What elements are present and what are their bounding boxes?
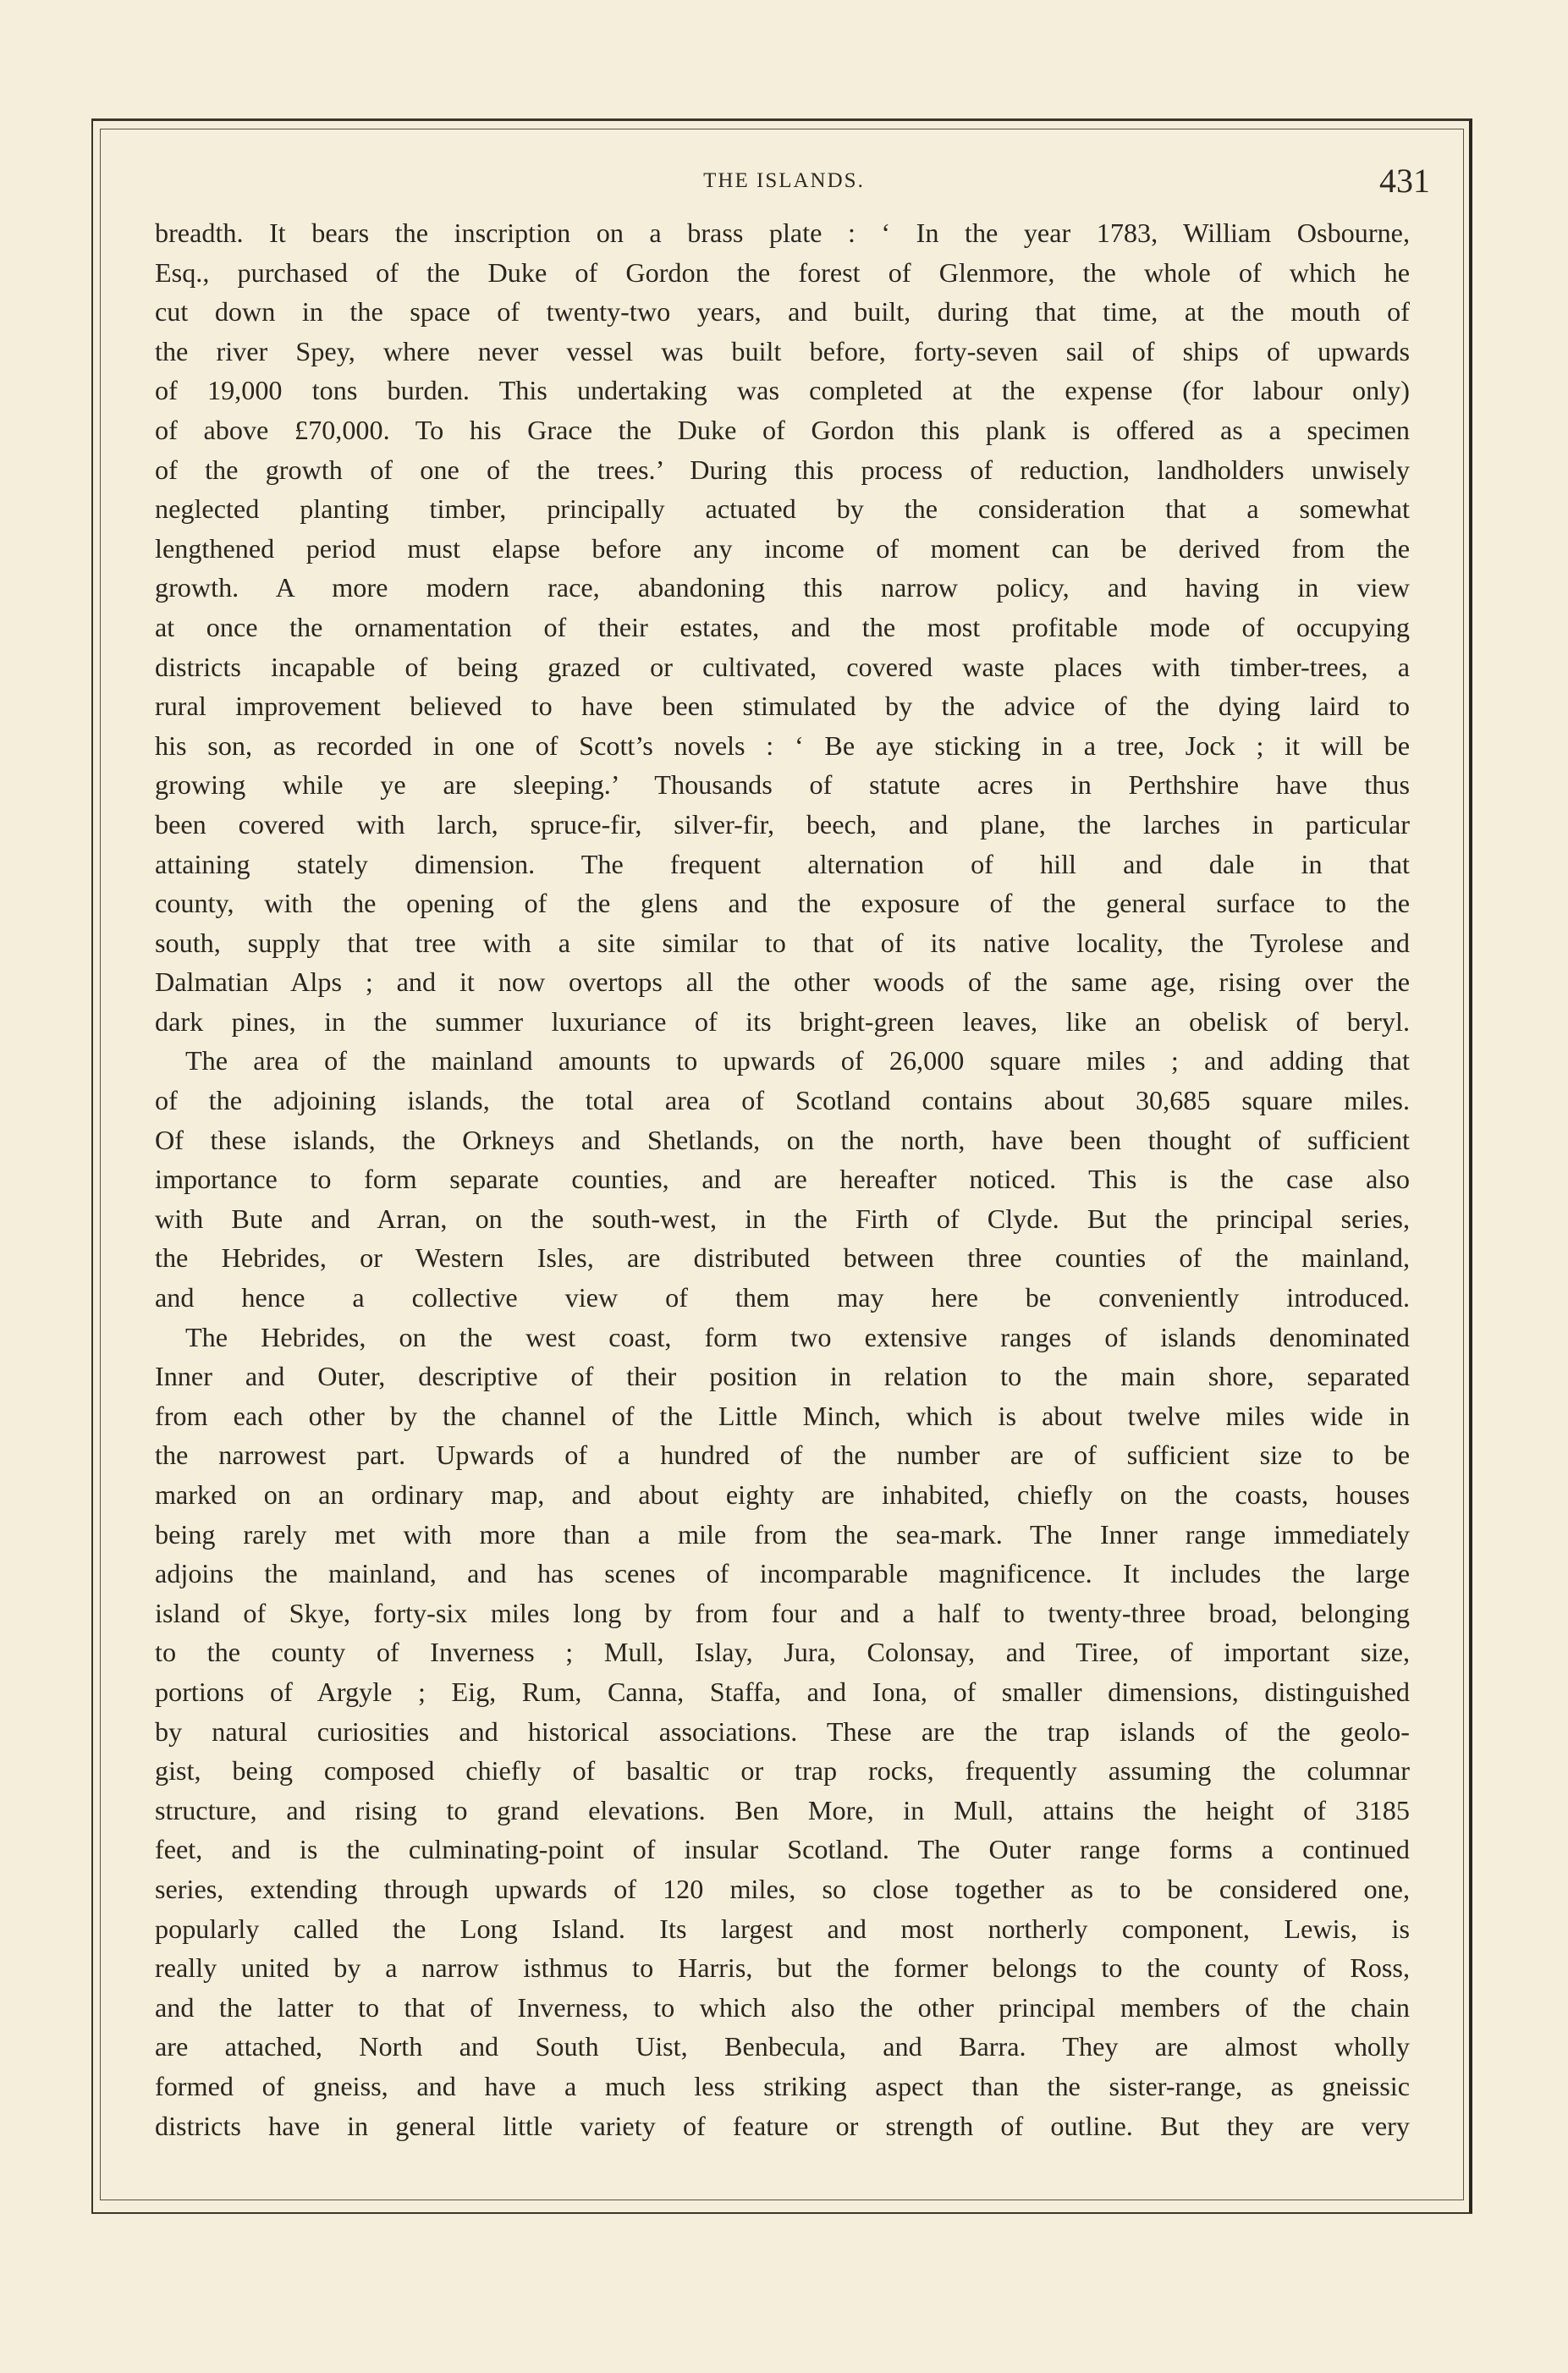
- text-line: attaining stately dimension. The frequent alternation of hill and dale in that: [155, 848, 1410, 879]
- text-line: from each other by the channel of the Little Minch, which is about twelve miles wide in: [155, 1400, 1410, 1431]
- text-line: series, extending through upwards of 120 miles, so close together as to be considered one,: [155, 1873, 1410, 1904]
- text-line: districts incapable of being grazed or cultivated, covered waste places with timber-trees, a: [155, 651, 1410, 682]
- text-line: importance to form separate counties, and are hereafter noticed. This is the case also: [155, 1164, 1410, 1195]
- text-line: formed of gneiss, and have a much less striking aspect than the sister-range, as gneissic: [155, 2070, 1410, 2101]
- text-line: Dalmatian Alps ; and it now overtops all the other woods of the same age, rising over the: [155, 966, 1410, 998]
- text-line: feet, and is the culminating-point of insular Scotland. The Outer range forms a continued: [155, 1834, 1410, 1865]
- text-line: the Hebrides, or Western Isles, are distributed between three counties of the mainland,: [155, 1242, 1410, 1274]
- text-line: growing while ye are sleeping.’ Thousands of statute acres in Perthshire have thus: [155, 769, 1410, 801]
- text-line: gist, being composed chiefly of basaltic or trap rocks, frequently assuming the columnar: [155, 1755, 1410, 1787]
- text-line: of the growth of one of the trees.’ During this process of reduction, landholders unwisely: [155, 454, 1410, 485]
- text-line: structure, and rising to grand elevations. Ben More, in Mull, attains the height of 3185: [155, 1794, 1410, 1825]
- text-line: of above £70,000. To his Grace the Duke of Gordon this plank is offered as a specimen: [155, 414, 1410, 445]
- text-line: at once the ornamentation of their estates, and the most profitable mode of occupying: [155, 611, 1410, 642]
- text-line: adjoins the mainland, and has scenes of incomparable magnificence. It includes the large: [155, 1558, 1410, 1589]
- text-line: dark pines, in the summer luxuriance of its bright-green leaves, like an obelisk of beryl.: [155, 1005, 1410, 1037]
- text-line: The Hebrides, on the west coast, form two extensive ranges of islands denominated: [185, 1321, 1410, 1352]
- text-line: the river Spey, where never vessel was built before, forty-seven sail of ships of upwards: [155, 335, 1410, 366]
- text-line: by natural curiosities and historical associations. These are the trap islands of the geolo-: [155, 1715, 1410, 1747]
- page-number: 431: [1379, 162, 1430, 200]
- running-head: THE ISLANDS.: [703, 169, 865, 192]
- text-line: lengthened period must elapse before any income of moment can be derived from the: [155, 532, 1410, 564]
- text-line: his son, as recorded in one of Scott’s novels : ‘ Be aye sticking in a tree, Jock ; it will be: [155, 730, 1410, 761]
- text-line: been covered with larch, spruce-fir, silver-fir, beech, and plane, the larches in particular: [155, 808, 1410, 840]
- text-line: being rarely met with more than a mile from the sea-mark. The Inner range immediately: [155, 1518, 1410, 1550]
- text-line: portions of Argyle ; Eig, Rum, Canna, Staffa, and Iona, of smaller dimensions, distinguished: [155, 1676, 1410, 1707]
- text-line: popularly called the Long Island. Its largest and most northerly component, Lewis, is: [155, 1913, 1410, 1944]
- text-line: breadth. It bears the inscription on a brass plate : ‘ In the year 1783, William Osbourne,: [155, 217, 1410, 248]
- text-line: county, with the opening of the glens and the exposure of the general surface to the: [155, 888, 1410, 919]
- text-line: really united by a narrow isthmus to Harris, but the former belongs to the county of Ross,: [155, 1952, 1410, 1984]
- text-line: to the county of Inverness ; Mull, Islay, Jura, Colonsay, and Tiree, of important size,: [155, 1637, 1410, 1668]
- text-line: growth. A more modern race, abandoning this narrow policy, and having in view: [155, 572, 1410, 603]
- text-line: marked on an ordinary map, and about eighty are inhabited, chiefly on the coasts, houses: [155, 1479, 1410, 1510]
- text-line: Inner and Outer, descriptive of their position in relation to the main shore, separated: [155, 1361, 1410, 1392]
- text-line: and hence a collective view of them may here be conveniently introduced.: [155, 1282, 1410, 1313]
- text-line: are attached, North and South Uist, Benbecula, and Barra. They are almost wholly: [155, 2031, 1410, 2062]
- text-line: of 19,000 tons burden. This undertaking was completed at the expense (for labour only): [155, 375, 1410, 406]
- text-line: rural improvement believed to have been stimulated by the advice of the dying laird to: [155, 691, 1410, 722]
- text-line: of the adjoining islands, the total area of Scotland contains about 30,685 square miles.: [155, 1085, 1410, 1116]
- text-line: island of Skye, forty-six miles long by from four and a half to twenty-three broad, belonging: [155, 1597, 1410, 1628]
- text-line: the narrowest part. Upwards of a hundred of the number are of sufficient size to be: [155, 1440, 1410, 1471]
- body-text: [155, 213, 1410, 2145]
- text-line: cut down in the space of twenty-two years, and built, during that time, at the mouth of: [155, 296, 1410, 328]
- text-line: The area of the mainland amounts to upwards of 26,000 square miles ; and adding that: [185, 1045, 1410, 1076]
- text-line: districts have in general little variety of feature or strength of outline. But they are very: [155, 2110, 1410, 2141]
- text-line: Of these islands, the Orkneys and Shetlands, on the north, have been thought of sufficient: [155, 1124, 1410, 1155]
- text-line: with Bute and Arran, on the south-west, in the Firth of Clyde. But the principal series,: [155, 1203, 1410, 1234]
- text-line: Esq., purchased of the Duke of Gordon the forest of Glenmore, the whole of which he: [155, 256, 1410, 288]
- text-line: neglected planting timber, principally actuated by the consideration that a somewhat: [155, 493, 1410, 525]
- text-line: south, supply that tree with a site similar to that of its native locality, the Tyrolese and: [155, 927, 1410, 958]
- text-line: and the latter to that of Inverness, to which also the other principal members of the chain: [155, 1991, 1410, 2023]
